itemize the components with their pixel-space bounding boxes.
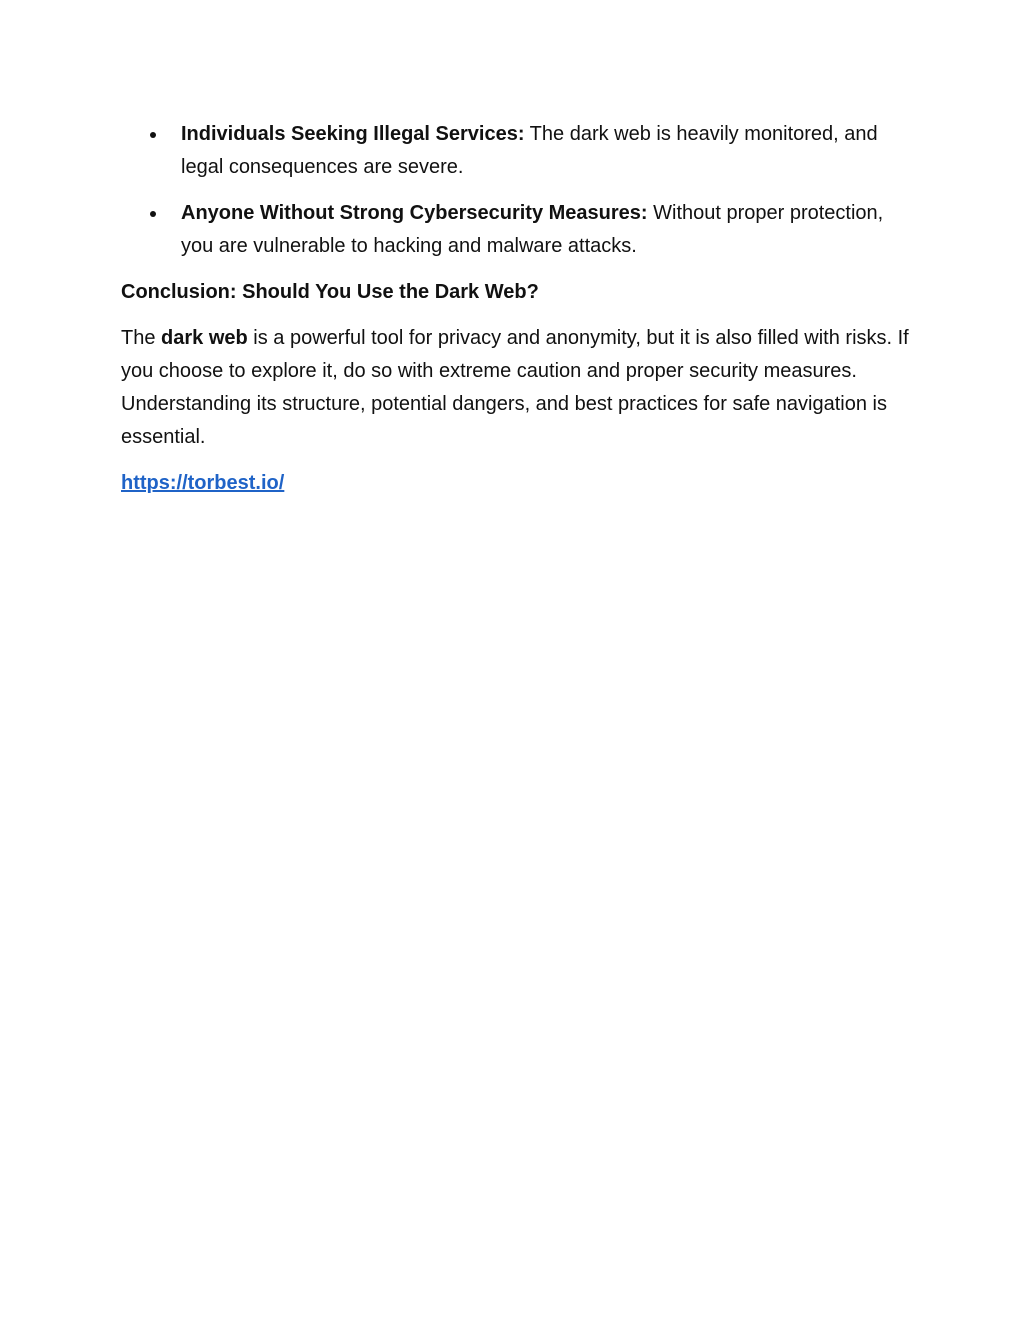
bullet-label: Individuals Seeking Illegal Services: — [181, 123, 525, 145]
bullet-label: Anyone Without Strong Cybersecurity Measures: — [181, 202, 648, 224]
bullet-text: Without proper protection, you are vulnerable to hacking and malware attacks. — [181, 202, 884, 257]
list-item — [121, 197, 911, 263]
paragraph-emphasis: dark web — [161, 327, 248, 349]
section-heading: Conclusion: Should You Use the Dark Web? — [121, 281, 539, 303]
page-content — [121, 118, 911, 513]
link-paragraph — [121, 467, 911, 500]
bullet-icon — [150, 132, 156, 138]
bullet-icon — [150, 211, 156, 217]
paragraph-lead: The — [121, 327, 162, 349]
list-item — [121, 118, 911, 184]
bullet-list — [121, 118, 911, 263]
conclusion-paragraph — [121, 322, 911, 454]
bullet-text: The dark web is heavily monitored, and legal consequences are severe. — [181, 123, 878, 178]
paragraph-body: is a powerful tool for privacy and anonymity, but it is also filled with risks. If you choose to explore it, do so with extreme caution and proper security measures. Understanding its structure, potential dangers, and best practices for safe navigation is essential. — [121, 327, 909, 448]
torbest-link[interactable]: https://torbest.io/ — [121, 472, 285, 494]
